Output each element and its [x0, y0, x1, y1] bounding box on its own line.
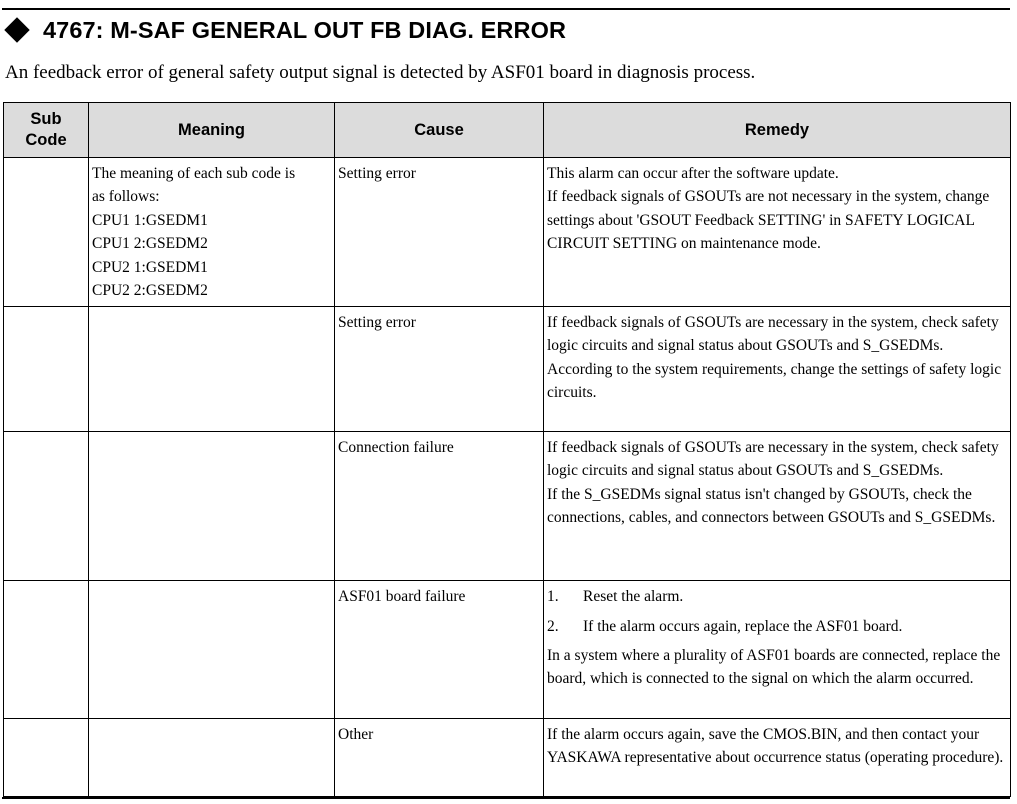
- table-header-row: [4, 103, 1011, 158]
- cause-cell: Connection failure: [335, 432, 544, 581]
- remedy-paragraph: According to the system requirements, change the settings of safety logic circuits.: [547, 360, 1002, 402]
- meaning-cell: [89, 581, 335, 719]
- remedy-paragraph: This alarm can occur after the software update.: [547, 165, 839, 182]
- table-row: [4, 581, 1011, 719]
- diamond-bullet-icon: [4, 17, 29, 42]
- alarm-heading: [5, 14, 566, 46]
- remedy-step: [547, 585, 1006, 608]
- meaning-cell: [89, 432, 335, 581]
- remedy-paragraph: If the alarm occurs again, save the CMOS.BIN, and then contact your YASKAWA representative about occurrence status (operating procedure).: [547, 726, 1004, 767]
- cause-cell: Setting error: [335, 158, 544, 307]
- remedy-cell: [544, 307, 1011, 432]
- step-text: If the alarm occurs again, replace the ASF01 board.: [583, 618, 903, 636]
- meaning-cell: [89, 158, 335, 307]
- remedy-cell: [544, 432, 1011, 581]
- meaning-cell: [89, 719, 335, 797]
- header-remedy: Remedy: [544, 103, 1011, 158]
- alarm-description: An feedback error of general safety output signal is detected by ASF01 board in diagnosis process.: [5, 62, 756, 83]
- table-row: [4, 307, 1011, 432]
- table-row: [4, 719, 1011, 797]
- header-subcode: [4, 103, 89, 158]
- table-row: [4, 432, 1011, 581]
- step-number: 2.: [547, 618, 559, 636]
- meaning-line: CPU1 1:GSEDM1: [92, 211, 208, 229]
- meaning-line: CPU2 2:GSEDM2: [92, 282, 208, 300]
- header-meaning: Meaning: [89, 103, 335, 158]
- meaning-line: The meaning of each sub code is: [92, 165, 296, 182]
- cause-cell: Setting error: [335, 307, 544, 432]
- meaning-cell: [89, 307, 335, 432]
- header-subcode-line2: Code: [25, 131, 67, 149]
- cause-cell: Other: [335, 719, 544, 797]
- remedy-paragraph: In a system where a plurality of ASF01 boards are connected, replace the board, which is connected to the signal on which the alarm occurred.: [547, 646, 1001, 688]
- meaning-line: CPU1 2:GSEDM2: [92, 235, 208, 253]
- bottom-rule: [2, 797, 1010, 799]
- step-text: Reset the alarm.: [583, 588, 684, 605]
- meaning-line: as follows:: [92, 188, 160, 206]
- subcode-cell: [4, 719, 89, 797]
- step-number: 1.: [547, 588, 559, 605]
- subcode-cell: [4, 581, 89, 719]
- alarm-table: [3, 102, 1011, 797]
- cause-cell: ASF01 board failure: [335, 581, 544, 719]
- top-rule: [2, 8, 1010, 10]
- remedy-paragraph: If feedback signals of GSOUTs are necessary in the system, check safety logic circuits and signal status about GSOUTs and S_GSEDMs.: [547, 314, 999, 355]
- remedy-paragraph: If the S_GSEDMs signal status isn't changed by GSOUTs, check the connections, cables, and connectors between GSOUTs and S_GSEDMs.: [547, 485, 996, 527]
- header-cause: Cause: [335, 103, 544, 158]
- subcode-cell: [4, 158, 89, 307]
- subcode-cell: [4, 307, 89, 432]
- alarm-title: 4767: M-SAF GENERAL OUT FB DIAG. ERROR: [43, 16, 567, 43]
- remedy-steps: [547, 585, 1006, 639]
- remedy-cell: [544, 719, 1011, 797]
- table-row: [4, 158, 1011, 307]
- remedy-step: [547, 615, 1006, 638]
- remedy-cell: [544, 581, 1011, 719]
- remedy-paragraph: If feedback signals of GSOUTs are not necessary in the system, change settings about 'GSOUT Feedback SETTING' in SAFETY LOGICAL CIRCUIT SETTING on maintenance mode.: [547, 188, 990, 253]
- remedy-cell: [544, 158, 1011, 307]
- remedy-paragraph: If feedback signals of GSOUTs are necessary in the system, check safety logic circuits and signal status about GSOUTs and S_GSEDMs.: [547, 439, 999, 480]
- meaning-line: CPU2 1:GSEDM1: [92, 258, 208, 276]
- subcode-cell: [4, 432, 89, 581]
- header-subcode-line1: Sub: [30, 110, 62, 128]
